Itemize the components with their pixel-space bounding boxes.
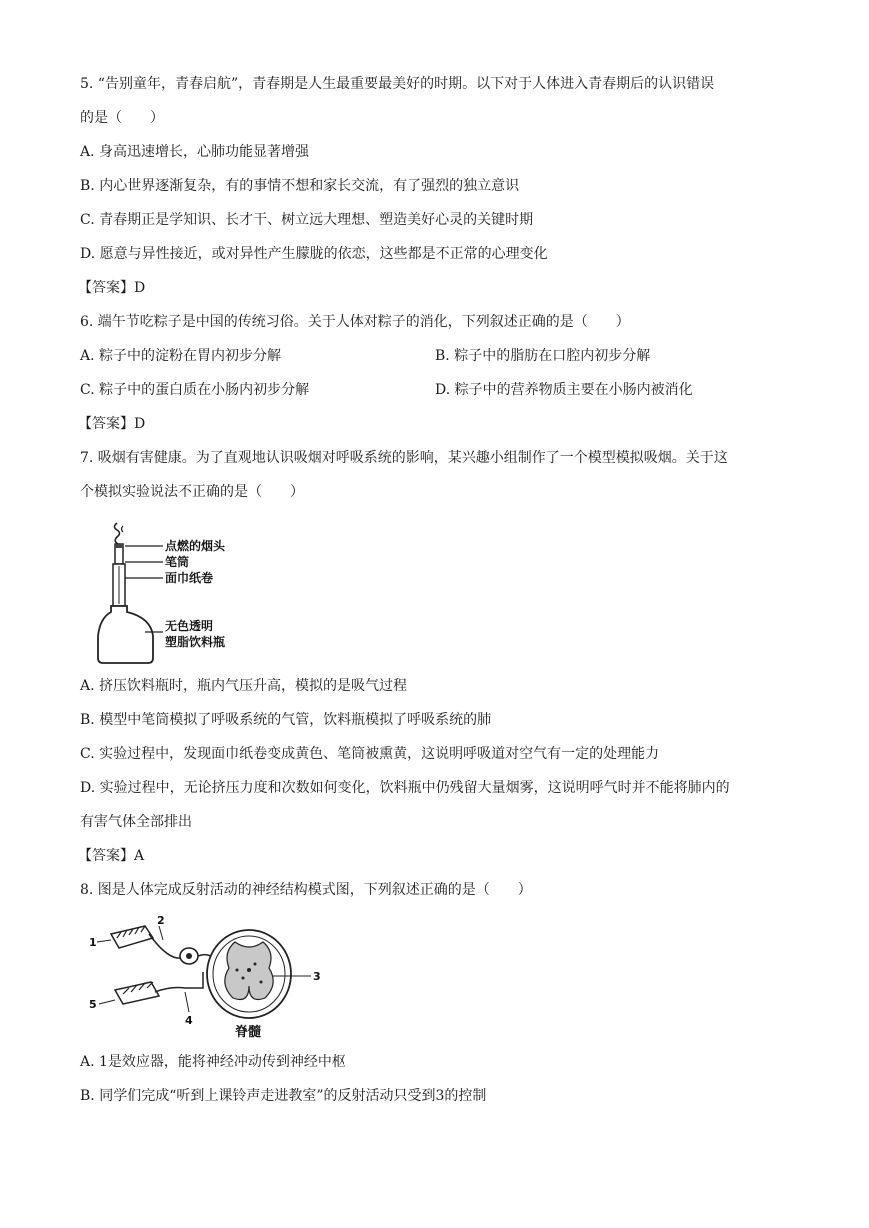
label-pen-tube: 笔筒 xyxy=(165,555,190,569)
q5-stem-line2: 的是（ ） xyxy=(80,110,164,126)
q6-answer: 【答案】D xyxy=(78,416,146,432)
figure-caption-spinal-cord: 脊髓 xyxy=(235,1025,262,1040)
q7-option-b: B. 模型中笔筒模拟了呼吸系统的气管，饮料瓶模拟了呼吸系统的肺 xyxy=(80,712,492,728)
q8-stem: 8. 图是人体完成反射活动的神经结构模式图，下列叙述正确的是（ ） xyxy=(80,882,532,898)
q6-option-a: A. 粽子中的淀粉在胃内初步分解 xyxy=(80,348,282,364)
q5-answer: 【答案】D xyxy=(78,280,146,296)
label-bottle-line2: 塑脂饮料瓶 xyxy=(165,635,226,649)
q7-answer: 【答案】A xyxy=(78,848,145,864)
q5-option-c: C. 青春期正是学知识、长才干、树立远大理想、塑造美好心灵的关键时期 xyxy=(80,212,534,228)
q5-option-b: B. 内心世界逐渐复杂，有的事情不想和家长交流，有了强烈的独立意识 xyxy=(80,178,520,194)
label-5: 5 xyxy=(89,998,97,1011)
label-2: 2 xyxy=(157,914,165,927)
q7-option-c: C. 实验过程中，发现面巾纸卷变成黄色、笔筒被熏黄，这说明呼吸道对空气有一定的处理能力 xyxy=(80,746,660,762)
q5-stem-line1: 5. “告别童年，青春启航”，青春期是人生最重要最美好的时期。以下对于人体进入青春期后的认识错误 xyxy=(80,76,715,92)
smoking-model-figure xyxy=(95,520,275,665)
q7-stem-line1: 7. 吸烟有害健康。为了直观地认识吸烟对呼吸系统的影响，某兴趣小组制作了一个模型模拟吸烟。关于这 xyxy=(80,450,728,466)
q8-option-b: B. 同学们完成“听到上课铃声走进教室”的反射活动只受到3的控制 xyxy=(80,1088,487,1104)
receptor-shape xyxy=(111,926,153,948)
label-3: 3 xyxy=(313,970,321,983)
q8-option-a: A. 1是效应器，能将神经冲动传到神经中枢 xyxy=(80,1054,346,1070)
q6-option-c: C. 粽子中的蛋白质在小肠内初步分解 xyxy=(80,382,310,398)
q6-option-b: B. 粽子中的脂肪在口腔内初步分解 xyxy=(435,348,651,364)
label-4: 4 xyxy=(185,1014,193,1027)
q7-option-d-line1: D. 实验过程中，无论挤压力度和次数如何变化，饮料瓶中仍残留大量烟雾，这说明呼气时并不能将肺内的 xyxy=(80,780,730,796)
label-tissue-roll: 面巾纸卷 xyxy=(165,571,214,585)
label-1: 1 xyxy=(89,936,97,949)
smoke-icon xyxy=(115,523,120,544)
q6-stem: 6. 端午节吃粽子是中国的传统习俗。关于人体对粽子的消化，下列叙述正确的是（ ） xyxy=(80,314,630,330)
reflex-arc-figure xyxy=(85,912,335,1040)
q5-option-d: D. 愿意与异性接近，或对异性产生朦胧的依恋，这些都是不正常的心理变化 xyxy=(80,246,548,262)
q7-option-d-line2: 有害气体全部排出 xyxy=(80,814,192,830)
q7-stem-line2: 个模拟实验说法不正确的是（ ） xyxy=(80,484,304,500)
q7-option-a: A. 挤压饮料瓶时，瓶内气压升高，模拟的是吸气过程 xyxy=(80,678,408,694)
q5-option-a: A. 身高迅速增长，心肺功能显著增强 xyxy=(80,144,310,160)
q6-option-d: D. 粽子中的营养物质主要在小肠内被消化 xyxy=(435,382,693,398)
label-bottle-line1: 无色透明 xyxy=(165,619,214,633)
bottle-shape xyxy=(98,606,153,663)
label-lit-cigarette: 点燃的烟头 xyxy=(165,539,226,553)
effector-shape xyxy=(115,982,159,1004)
